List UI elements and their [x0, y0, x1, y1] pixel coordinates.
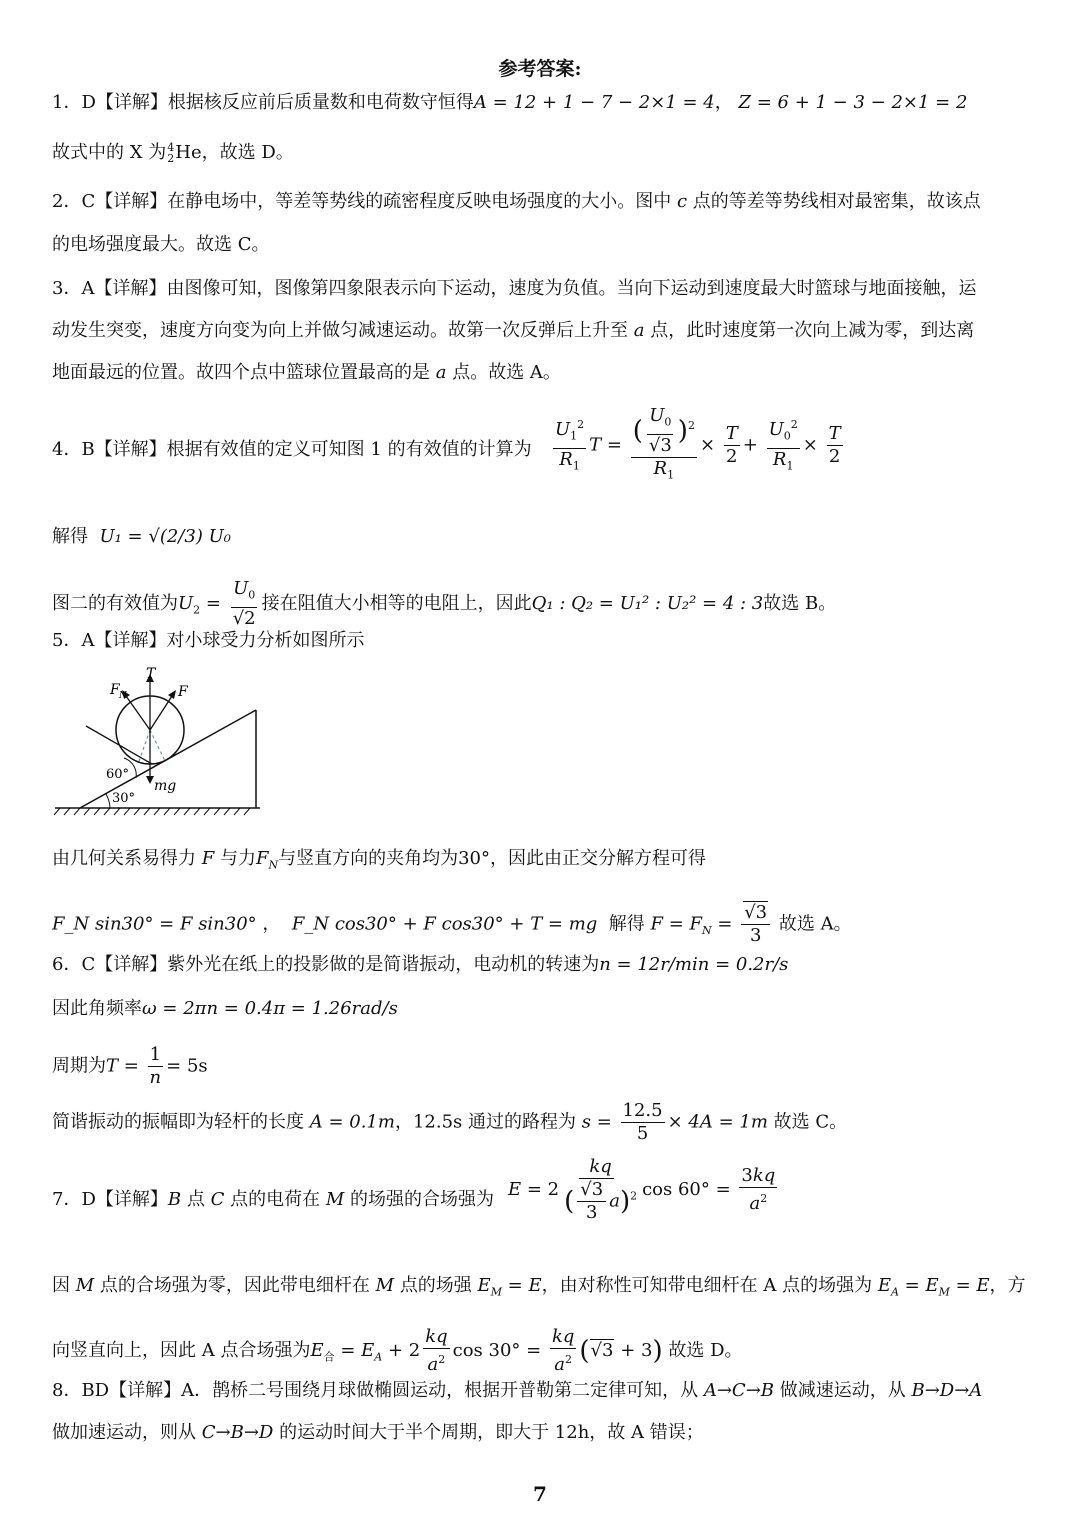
q2-text-a: 2．C【详解】在静电场中，等差等势线的疏密程度反映电场强度的大小。图中 [52, 191, 672, 212]
he-symbol: He [175, 142, 202, 163]
q3-text-c: 地面最远的位置。故四个点中篮球位置最高的是 [52, 362, 430, 383]
q1-eq-z: Z = 6 + 1 − 3 − 2×1 = 2 [738, 92, 968, 113]
q7-text-h: ，由对称性可知带电细杆在 A 点的场强为 [541, 1275, 873, 1296]
q6-omega-eq: ω = 2πn = 0.4π = 1.26rad/s [142, 998, 398, 1019]
q5-text-a: 由几何关系易得力 [52, 848, 196, 869]
angle-30-arc [106, 794, 110, 808]
q4-tail: 故选 B。 [763, 592, 837, 614]
q4-line1: 4．B【详解】根据有效值的定义可知图 1 的有效值的计算为 [52, 439, 532, 460]
q6-period-value: = 5s [166, 1055, 208, 1077]
q6-text-c: 周期为 [52, 1055, 106, 1077]
q2-line1 [52, 189, 981, 215]
q3-text-a: 动发生突变，速度方向变为向上并做匀减速运动。故第一次反弹后上升至 [52, 320, 628, 341]
q7-line1 [52, 1187, 494, 1213]
q3-line2 [52, 318, 974, 344]
label-fn: F [110, 682, 120, 698]
q7-text-e: 因 [52, 1275, 70, 1296]
q3-tail: 点。故选 A。 [452, 362, 561, 383]
q1-text: 故式中的 X 为 [52, 142, 167, 163]
q7-text-i: ，方 [989, 1275, 1026, 1296]
force-f-arrow [150, 696, 172, 730]
page-number: 7 [533, 1482, 547, 1506]
q3-line3 [52, 360, 561, 386]
q8-path-1: A→C→B [703, 1380, 775, 1401]
q1-tail: ，故选 D。 [201, 142, 294, 163]
q4-solve-label: 解得 [52, 526, 88, 547]
q7-point-b: B [167, 1189, 182, 1210]
q5-tail: 故选 A。 [778, 913, 852, 935]
q8-line1 [52, 1378, 982, 1404]
q7-text-g: 点的场强 [399, 1275, 472, 1296]
label-f: F [178, 684, 188, 700]
q1-line2 [52, 140, 294, 166]
q7-text-j: 向竖直向上，因此 A 点合场强为 [52, 1340, 311, 1361]
he-charge-number: 2 [167, 152, 175, 165]
q5-line2: 由几何关系易得力 F 与力$F_N$与竖直方向的夹角均为30°，因此由正交分解方程可得 [52, 848, 706, 872]
q1-eq-a: A = 12 + 1 − 7 − 2×1 = 4 [473, 92, 715, 113]
q4-text-b: 接在阻值大小相等的电阻上，因此 [261, 592, 532, 614]
q5-line1: 5．A【详解】对小球受力分析如图所示 [52, 630, 365, 651]
page-title: 参考答案: [498, 58, 582, 80]
q7-point-c: C [210, 1189, 225, 1210]
q7-point-m-3: M [375, 1275, 395, 1296]
label-30: 30° [112, 791, 136, 806]
gravity-arrowhead [146, 776, 154, 784]
q8-text-a: 8．BD【详解】A．鹊桥二号围绕月球做椭圆运动，根据开普勒第二定律可知，从 [52, 1380, 699, 1401]
q5-eq-1: F_N sin30° = F sin30° [52, 913, 257, 935]
label-t: T [146, 666, 156, 682]
label-fn-sub: N [119, 691, 127, 701]
q7-line2: 因 M 点的合场强为零，因此带电细杆在 M 点的场强 $E_M = E$，由对称性可知带电细杆在 A 点的场强为 $E_A = E_M = E$，方 [52, 1275, 1026, 1299]
q5-solve: 解得 [608, 913, 645, 935]
q3-point-a-2: a [435, 362, 447, 383]
q3-text-b: 点，此时速度第一次向上减为零，到达离 [650, 320, 975, 341]
q8-line2 [52, 1420, 704, 1446]
q8-path-2: B→D→A [911, 1380, 983, 1401]
label-60: 60° [106, 767, 130, 782]
q6-line3: 周期为T = $\frac{1}{n}$ = 5s [52, 1044, 208, 1088]
q3-point-a: a [633, 320, 645, 341]
q8-text-b: 做减速运动，从 [779, 1380, 906, 1401]
q2-point-c: c [676, 191, 688, 212]
q5-text-b: 与力 [219, 848, 256, 869]
q7-text-b: 点 [186, 1189, 205, 1210]
q6-line4: 简谐振动的振幅即为轻杆的长度 A = 0.1m，12.5s 通过的路程为 s = $\frac{12.5}{5}$ × 4A = 1m 故选 C。 [52, 1100, 848, 1144]
q4-line3: 图二的有效值为$U_2$ = $\frac{U_0}{√2}$ 接在阻值大小相等的电阻上，因此Q₁ : Q₂ = U₁² : U₂² = 4 : 3故选 B。 [52, 578, 837, 629]
q7-text-d: 的场强的合场强为 [350, 1189, 495, 1210]
he-mass-number: 4 [167, 141, 175, 154]
q1-prefix: 1．D【详解】根据核反应前后质量数和电荷数守恒得 [52, 92, 474, 113]
q4-text-a: 图二的有效值为 [52, 592, 178, 614]
q5-text-c: 与竖直方向的夹角均为30°，因此由正交分解方程可得 [278, 848, 706, 869]
q1-sep: ， [714, 92, 733, 113]
ground-hatch [54, 808, 250, 815]
q6-text-d: 简谐振动的振幅即为轻杆的长度 [52, 1111, 304, 1133]
q6-path-num: 12.5 [622, 1100, 663, 1121]
q3-line1: 3．A【详解】由图像可知，图像第四象限表示向下运动，速度为负值。当向下运动到速度最大时篮球与地面接触，运 [52, 278, 977, 299]
q4-rms-equation: $\frac{U_1^2}{R_1}$ T = ( $\frac{U_0}{√3}$ )$^2$ $R_1$ × $\frac{T}{2}$ + $\frac{U_0^2}{R_1}$ × $\frac{T}{2}$ [555, 405, 841, 482]
q6-tail: 故选 C。 [773, 1111, 848, 1133]
q6-line2 [52, 996, 398, 1022]
q8-text-d: 的运动时间大于半个周期，即大于 12h，故 A 错误； [279, 1422, 704, 1443]
q7-point-m: M [325, 1189, 345, 1210]
q6-text-e: ，12.5s 通过的路程为 [394, 1111, 576, 1133]
q6-path-tail: × 4A = 1m [667, 1111, 768, 1133]
q6-text-a: 6．C【详解】紫外光在纸上的投影做的是简谐振动，电动机的转速为 [52, 954, 600, 975]
q7-text-a: 7．D【详解】 [52, 1189, 168, 1210]
q4-ratio: Q₁ : Q₂ = U₁² : U₂² = 4 : 3 [531, 592, 764, 614]
q7-line3: 向竖直向上，因此 A 点合场强为$E_合 = E_A + 2$ $\frac{kq}{a^2}$ cos 30° = $\frac{kq}{a^2}$ (√3 + 3) 故选 D。 [52, 1326, 743, 1375]
q6-n-eq: n = 12r/min = 0.2r/s [599, 954, 789, 975]
label-mg: mg [154, 778, 177, 794]
normal-force-arrow [126, 696, 150, 730]
q4-line2 [52, 524, 231, 550]
q2-line2: 的电场强度最大。故选 C。 [52, 234, 270, 255]
q5-line3: F_N sin30° = F sin30° ， F_N cos30° + F cos30° + T = mg 解得 $F = F_N$ = $\frac{√3}{3}$ 故选 A。 [52, 902, 852, 946]
q6-text-b: 因此角频率 [52, 998, 142, 1019]
dashed-line-right [150, 730, 165, 761]
q6-path-den: 5 [636, 1123, 649, 1144]
force-f-arrowhead [168, 690, 176, 699]
q7-tail: 故选 D。 [668, 1340, 743, 1361]
q6-line1 [52, 952, 788, 978]
q7-point-m-2: M [75, 1275, 95, 1296]
force-diagram [50, 660, 280, 820]
q8-path-3: C→B→D [201, 1422, 274, 1443]
q4-solve-eq: U₁ = √(2/3) U₀ [99, 526, 231, 547]
q2-text-b: 点的等差等势线相对最密集，故该点 [692, 191, 981, 212]
q7-text-c: 点的电荷在 [230, 1189, 321, 1210]
q5-eq-2: F_N cos30° + F cos30° + T = mg [291, 913, 598, 935]
q7-field-equation: E = 2 kq ( $\frac{√3}{3}$ a)$^2$ cos 60° = $\frac{3kq}{a^2}$ [508, 1156, 776, 1223]
q8-text-c: 做加速运动，则从 [52, 1422, 196, 1443]
q7-text-f: 点的合场强为零，因此带电细杆在 [99, 1275, 370, 1296]
he-nuclide-numbers [167, 142, 174, 164]
q6-amplitude: A = 0.1m [309, 1111, 395, 1133]
q1-line1 [52, 90, 967, 116]
